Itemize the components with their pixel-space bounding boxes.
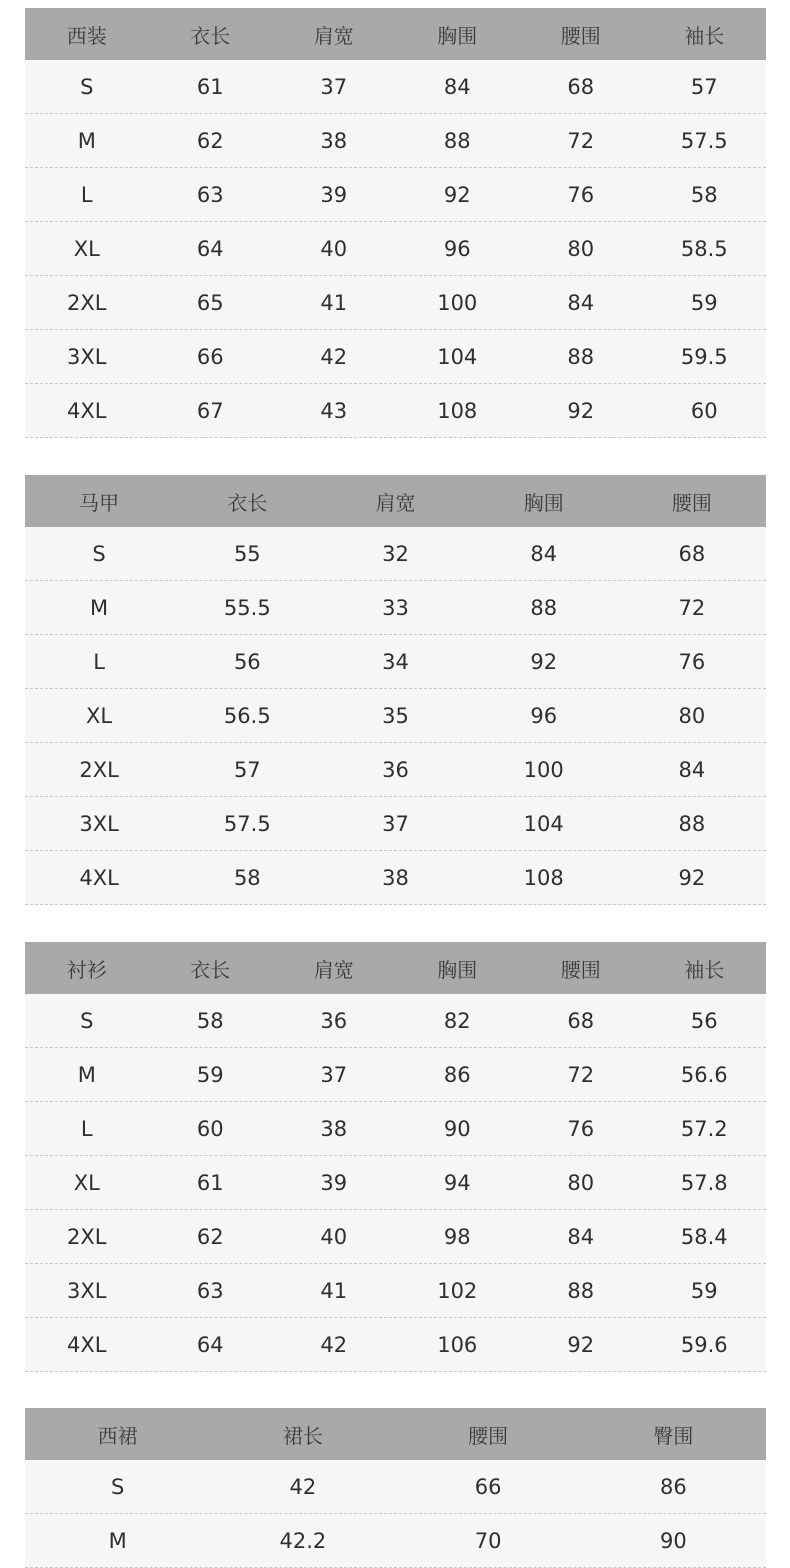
table-cell: 63	[196, 182, 224, 207]
table-cell: 104	[523, 811, 564, 836]
table-cell: 4XL	[79, 865, 119, 890]
table-header	[25, 1408, 766, 1460]
header-cell: 衣长	[227, 490, 268, 515]
table-cell: 56	[690, 1008, 718, 1033]
table-cell: 58.4	[680, 1224, 728, 1249]
table-row	[25, 1318, 766, 1372]
table-row	[25, 1156, 766, 1210]
table-cell: L	[93, 649, 105, 674]
table-cell: 36	[320, 1008, 348, 1033]
table-cell: 84	[567, 290, 595, 315]
table-cell: 38	[320, 1116, 348, 1141]
table-row	[25, 527, 766, 581]
table-cell: 88	[443, 128, 471, 153]
header-cell: 裙长	[282, 1423, 323, 1448]
table-cell: S	[80, 74, 94, 99]
table-cell: L	[80, 1116, 93, 1141]
table-cell: 80	[678, 703, 706, 728]
table-cell: 104	[437, 344, 478, 369]
table-cell: 4XL	[67, 1332, 107, 1357]
table-cell: S	[80, 1008, 94, 1033]
table-cell: 58.5	[680, 236, 728, 261]
table-cell: 2XL	[67, 290, 107, 315]
table-cell: 96	[530, 703, 558, 728]
table-cell: 108	[437, 398, 478, 423]
header-cell: 臀围	[653, 1423, 694, 1448]
table-cell: 58	[196, 1008, 224, 1033]
table-cell: 58	[233, 865, 261, 890]
table-cell: 108	[523, 865, 564, 890]
table-cell: 80	[567, 236, 595, 261]
table-cell: 39	[320, 1170, 348, 1195]
table-cell: 3XL	[79, 811, 119, 836]
table-cell: 98	[443, 1224, 471, 1249]
header-cell: 胸围	[523, 490, 564, 515]
table-cell: 82	[443, 1008, 471, 1033]
table-row	[25, 994, 766, 1048]
table-cell: 65	[196, 290, 224, 315]
table-cell: 59.5	[680, 344, 728, 369]
table-cell: 72	[567, 1062, 595, 1087]
table-cell: 88	[567, 344, 595, 369]
table-cell: 88	[567, 1278, 595, 1303]
table-cell: 57.5	[680, 128, 728, 153]
table-row	[25, 581, 766, 635]
table-cell: 39	[320, 182, 348, 207]
table-cell: 68	[567, 74, 595, 99]
table-cell: 59	[690, 290, 718, 315]
header-cell: 肩宽	[375, 490, 416, 515]
table-cell: 59	[690, 1278, 718, 1303]
table-cell: 102	[437, 1278, 478, 1303]
table-cell: 92	[567, 398, 595, 423]
table-cell: 68	[567, 1008, 595, 1033]
table-row	[25, 384, 766, 438]
table-cell: 40	[320, 236, 348, 261]
table-row	[25, 635, 766, 689]
table-cell: 40	[320, 1224, 348, 1249]
table-row	[25, 1514, 766, 1568]
table-cell: M	[77, 128, 96, 153]
table-cell: 36	[382, 757, 409, 782]
table-cell: 57	[233, 757, 261, 782]
table-cell: 32	[382, 541, 409, 566]
table-cell: 64	[196, 236, 224, 261]
table-cell: 84	[567, 1224, 595, 1249]
table-cell: 90	[443, 1116, 471, 1141]
table-cell: 66	[196, 344, 224, 369]
size-table-skirt	[25, 1408, 766, 1568]
table-cell: 42	[320, 1332, 348, 1357]
table-header	[25, 475, 766, 527]
table-cell: 41	[320, 1278, 348, 1303]
table-cell: 55	[233, 541, 261, 566]
table-cell: 72	[678, 595, 706, 620]
table-cell: 35	[382, 703, 409, 728]
size-table-suit	[25, 8, 766, 438]
table-cell: 42	[289, 1474, 317, 1499]
table-row	[25, 330, 766, 384]
table-cell: M	[90, 595, 109, 620]
table-row	[25, 743, 766, 797]
table-cell: 86	[443, 1062, 471, 1087]
table-row	[25, 851, 766, 905]
header-cell: 西装	[66, 23, 107, 48]
table-cell: XL	[86, 703, 113, 728]
table-cell: 76	[678, 649, 706, 674]
table-row	[25, 114, 766, 168]
table-cell: 62	[196, 1224, 224, 1249]
table-cell: 106	[437, 1332, 478, 1357]
table-cell: 56.5	[223, 703, 271, 728]
table-cell: 43	[320, 398, 348, 423]
table-cell: 66	[474, 1474, 502, 1499]
table-cell: 60	[196, 1116, 224, 1141]
table-cell: 100	[437, 290, 478, 315]
table-cell: M	[108, 1528, 127, 1553]
table-cell: 34	[382, 649, 409, 674]
header-cell: 胸围	[437, 957, 478, 982]
table-cell: 42	[320, 344, 348, 369]
table-cell: 94	[443, 1170, 471, 1195]
table-cell: 3XL	[67, 1278, 107, 1303]
table-cell: L	[80, 182, 93, 207]
header-cell: 肩宽	[313, 957, 354, 982]
table-cell: 96	[443, 236, 471, 261]
table-cell: 62	[196, 128, 224, 153]
header-cell: 衣长	[190, 957, 231, 982]
table-cell: 55.5	[223, 595, 271, 620]
table-cell: 2XL	[79, 757, 119, 782]
table-cell: 92	[530, 649, 558, 674]
table-cell: 33	[382, 595, 409, 620]
table-cell: 92	[567, 1332, 595, 1357]
table-row	[25, 168, 766, 222]
header-cell: 腰围	[560, 957, 601, 982]
table-cell: 58	[690, 182, 718, 207]
header-cell: 腰围	[468, 1423, 509, 1448]
table-cell: 41	[320, 290, 348, 315]
header-cell: 衬衫	[66, 957, 107, 982]
header-cell: 肩宽	[313, 23, 354, 48]
table-cell: 59.6	[680, 1332, 728, 1357]
header-cell: 马甲	[79, 490, 120, 515]
table-cell: 61	[196, 74, 224, 99]
table-row	[25, 1048, 766, 1102]
table-cell: 4XL	[67, 398, 107, 423]
table-row	[25, 797, 766, 851]
table-header	[25, 942, 766, 994]
header-cell: 西裙	[97, 1423, 138, 1448]
table-cell: 84	[530, 541, 558, 566]
table-cell: 61	[196, 1170, 224, 1195]
table-cell: 100	[523, 757, 564, 782]
table-cell: XL	[73, 1170, 100, 1195]
table-cell: 59	[196, 1062, 224, 1087]
table-cell: 42.2	[279, 1528, 327, 1553]
table-cell: 88	[678, 811, 706, 836]
table-row	[25, 1210, 766, 1264]
table-cell: 76	[567, 182, 595, 207]
table-cell: M	[77, 1062, 96, 1087]
table-cell: 70	[474, 1528, 502, 1553]
table-cell: 38	[382, 865, 409, 890]
table-cell: 88	[530, 595, 558, 620]
table-cell: 57.5	[223, 811, 271, 836]
table-cell: 38	[320, 128, 348, 153]
size-table-shirt	[25, 942, 766, 1372]
table-row	[25, 60, 766, 114]
table-cell: 84	[678, 757, 706, 782]
header-cell: 袖长	[684, 957, 725, 982]
table-cell: 92	[678, 865, 706, 890]
table-cell: 60	[690, 398, 718, 423]
table-cell: S	[110, 1474, 125, 1499]
table-row	[25, 1102, 766, 1156]
table-cell: 84	[443, 74, 471, 99]
header-cell: 腰围	[671, 490, 712, 515]
table-cell: 67	[196, 398, 224, 423]
table-cell: 57	[690, 74, 718, 99]
header-cell: 胸围	[437, 23, 478, 48]
table-cell: 56.6	[680, 1062, 728, 1087]
table-header	[25, 8, 766, 60]
table-cell: 68	[678, 541, 706, 566]
header-cell: 衣长	[190, 23, 231, 48]
table-cell: 37	[320, 74, 348, 99]
table-row	[25, 222, 766, 276]
header-cell: 袖长	[684, 23, 725, 48]
table-cell: S	[92, 541, 106, 566]
table-cell: 86	[660, 1474, 687, 1499]
table-cell: 90	[660, 1528, 687, 1553]
table-row	[25, 1460, 766, 1514]
table-cell: XL	[73, 236, 100, 261]
table-row	[25, 276, 766, 330]
table-cell: 57.8	[680, 1170, 728, 1195]
size-table-vest	[25, 475, 766, 905]
table-cell: 37	[320, 1062, 348, 1087]
table-cell: 92	[443, 182, 471, 207]
table-cell: 3XL	[67, 344, 107, 369]
table-row	[25, 1264, 766, 1318]
table-cell: 57.2	[680, 1116, 728, 1141]
table-cell: 76	[567, 1116, 595, 1141]
table-cell: 64	[196, 1332, 224, 1357]
table-cell: 2XL	[67, 1224, 107, 1249]
header-cell: 腰围	[560, 23, 601, 48]
table-cell: 63	[196, 1278, 224, 1303]
table-cell: 37	[382, 811, 409, 836]
table-row	[25, 689, 766, 743]
table-cell: 72	[567, 128, 595, 153]
table-cell: 56	[233, 649, 261, 674]
table-cell: 80	[567, 1170, 595, 1195]
